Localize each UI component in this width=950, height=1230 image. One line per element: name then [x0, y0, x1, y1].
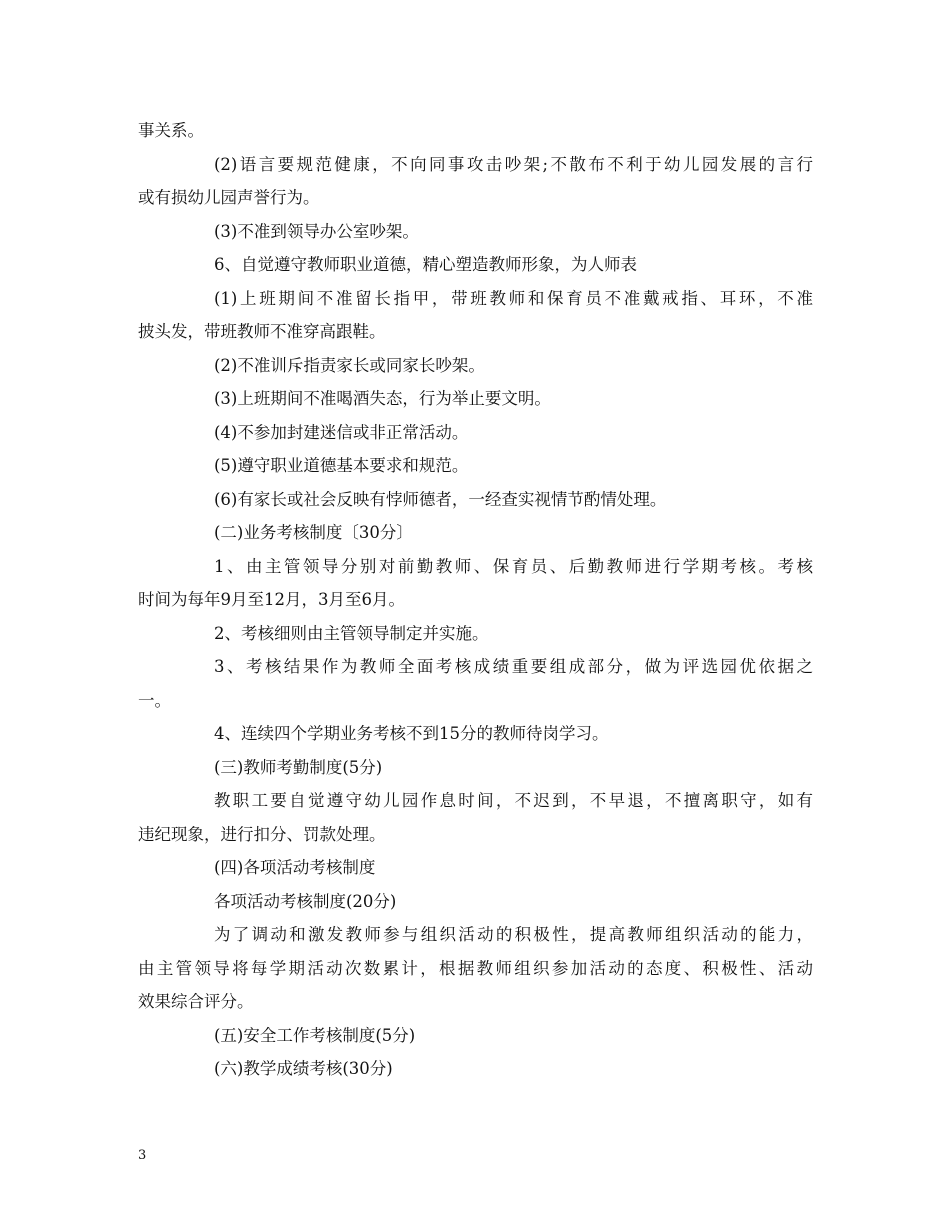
text-line: 或有损幼儿园声誉行为。 — [138, 188, 320, 207]
section-heading: (二)业务考核制度〔30分〕 — [214, 523, 413, 542]
section-heading: (三)教师考勤制度(5分) — [214, 757, 383, 777]
text-line: 1、由主管领导分别对前勤教师、保育员、后勤教师进行学期考核。考核 — [214, 556, 813, 576]
page-number: 3 — [138, 1148, 147, 1163]
text-line: 事关系。 — [138, 121, 204, 140]
text-line: 违纪现象，进行扣分、罚款处理。 — [138, 824, 386, 844]
text-line: (3)不准到领导办公室吵架。 — [214, 221, 419, 241]
text-line: 为了调动和激发教师参与组织活动的积极性，提高教师组织活动的能力， — [214, 925, 813, 944]
document-body — [138, 114, 813, 1086]
section-heading: 6、自觉遵守教师职业道德，精心塑造教师形象，为人师表 — [214, 255, 637, 274]
section-heading: (六)教学成绩考核(30分) — [214, 1059, 393, 1078]
section-heading: (四)各项活动考核制度 — [214, 858, 376, 877]
text-line: (2)语言要规范健康，不向同事攻击吵架;不散布不利于幼儿园发展的言行 — [214, 154, 813, 174]
text-line: 2、考核细则由主管领导制定并实施。 — [214, 623, 489, 643]
text-line: (4)不参加封建迷信或非正常活动。 — [214, 422, 469, 442]
text-line: 教职工要自觉遵守幼儿园作息时间，不迟到，不早退，不擅离职守，如有 — [214, 791, 813, 810]
text-line: 由主管领导将每学期活动次数累计，根据教师组织参加活动的态度、积极性、活动 — [138, 958, 813, 978]
text-line: 3、考核结果作为教师全面考核成绩重要组成部分，做为评选园优依据之 — [214, 657, 813, 676]
text-line: (5)遵守职业道德基本要求和规范。 — [214, 456, 469, 475]
text-line: 披头发，带班教师不准穿高跟鞋。 — [138, 322, 386, 341]
text-line: 4、连续四个学期业务考核不到15分的教师待岗学习。 — [214, 724, 609, 743]
section-heading: (五)安全工作考核制度(5分) — [214, 1025, 416, 1045]
text-line: 一。 — [138, 690, 171, 710]
text-line: 各项活动考核制度(20分) — [214, 891, 397, 911]
text-line: (2)不准训斥指责家长或同家长吵架。 — [214, 355, 485, 375]
text-line: 时间为每年9月至12月，3月至6月。 — [138, 590, 405, 609]
text-line: (3)上班期间不准喝酒失态，行为举止要文明。 — [214, 389, 551, 408]
text-line: 效果综合评分。 — [138, 992, 254, 1011]
text-line: (6)有家长或社会反映有悖师德者，一经查实视情节酌情处理。 — [214, 489, 667, 509]
text-line: (1)上班期间不准留长指甲，带班教师和保育员不准戴戒指、耳环，不准 — [214, 288, 813, 308]
